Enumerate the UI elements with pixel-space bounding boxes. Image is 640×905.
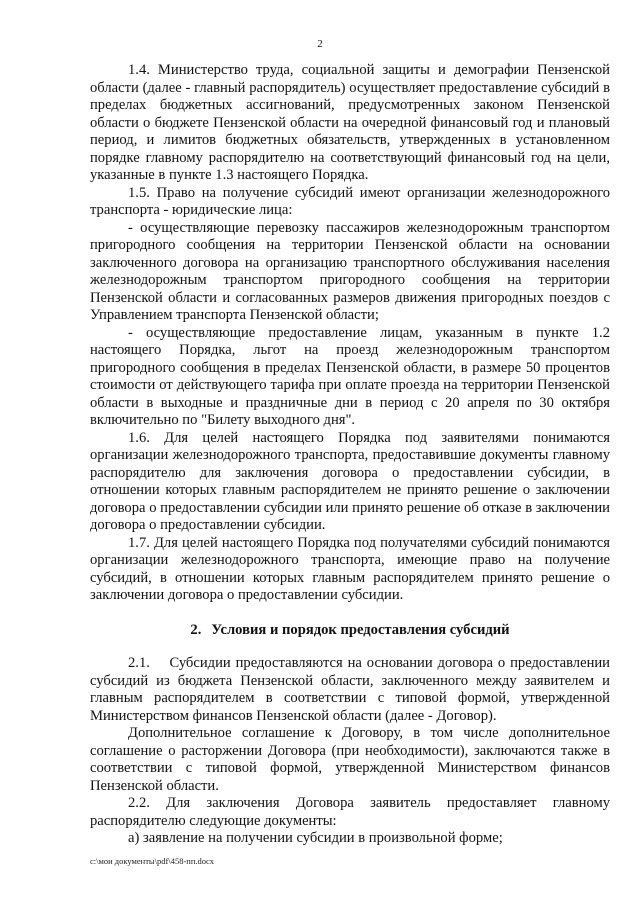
document-body: [90, 62, 614, 848]
paragraph-2-1: 2.1. Субсидии предоставляются на основании договора о предоставлении субсидий из бюджета Пензенской области, заключенного между заявителем и главным распорядителем в соответствии с типовой формой, утвержденной Министерством финансов Пензенской области (далее - Договор).: [90, 655, 614, 724]
footer-file-path: c:\мои документы\pdf\458-пп.docx: [90, 856, 215, 866]
paragraph-2-1-addendum: Дополнительное соглашение к Договору, в том числе дополнительное соглашение о расторжении Договора (при необходимости), заключаются также в соответствии с типовой формой, утвержденной Министерством финансов Пензенской области.: [90, 725, 610, 794]
paragraph-1-4: 1.4. Министерство труда, социальной защиты и демографии Пензенской области (далее - главный распорядитель) осуществляет предоставление субсидий в пределах бюджетных ассигнований, предусмотренных законом Пензенской области о бюджете Пензенской области на очередной финансовый год и плановый период, и лимитов бюджетных обязательств, утвержденных в установленном порядке главному распорядителю на соответствующий финансовый год на цели, указанные в пункте 1.3 настоящего Порядка.: [90, 62, 610, 183]
page-number: 2: [317, 38, 323, 50]
paragraph-1-5-item-1: - осуществляющие перевозку пассажиров железнодорожным транспортом пригородного сообщения на территории Пензенской области на основании заключенного договора на организацию транспортного обслуживания населения железнодорожным транспортом пригородного сообщения на территории Пензенской области и согласованных размеров движения пригородных поездов с Управлением транспорта Пензенской области;: [90, 219, 610, 323]
paragraph-1-6: 1.6. Для целей настоящего Порядка под заявителями понимаются организации железнодорожного транспорта, предоставившие документы главному распорядителю для заключения договора о предоставлении субсидии, в отношении которых главным распорядителем не принято решение о заключении договора о предоставлении субсидии или принято решение об отказе в заключении договора о предоставлении субсидии.: [90, 429, 610, 533]
paragraph-2-2-item-a: а) заявление на получении субсидии в произвольной форме;: [128, 830, 503, 846]
paragraph-1-7: 1.7. Для целей настоящего Порядка под получателями субсидий понимаются организации железнодорожного транспорта, имеющие право на получение субсидий, в отношении которых главным распорядителем принято решение о заключении договора о предоставлении субсидии.: [90, 534, 610, 603]
paragraph-2-2: 2.2. Для заключения Договора заявитель предоставляет главному распорядителю следующие документы:: [90, 795, 610, 829]
paragraph-1-5-item-2: - осуществляющие предоставление лицам, указанным в пункте 1.2 настоящего Порядка, льгот на проезд железнодорожным транспортом пригородного сообщения в пределах Пензенской области, в размере 50 процентов стоимости от действующего тарифа при оплате проезда на территории Пензенской области в выходные и праздничные дни в период с 20 апреля по 30 октября включительно по "Билету выходного дня".: [90, 324, 610, 428]
section-number: 2.: [190, 621, 202, 638]
section-heading: [90, 622, 610, 640]
section-title: Условия и порядок предоставления субсидий: [211, 621, 510, 638]
paragraph-1-5: 1.5. Право на получение субсидий имеют организации железнодорожного транспорта - юридические лица:: [90, 184, 610, 218]
